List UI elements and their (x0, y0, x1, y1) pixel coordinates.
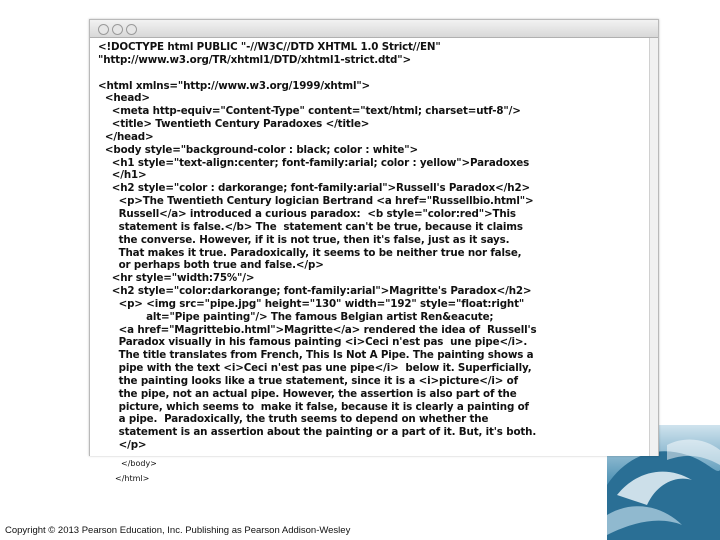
close-window-button[interactable] (98, 24, 109, 35)
body-close-tag: </body> (121, 459, 157, 468)
code-line: <h2 style="color:darkorange; font-family:arial">Magritte's Paradox</h2> (98, 285, 532, 298)
code-line: <meta http-equiv="Content-Type" content="text/html; charset=utf-8"/> (98, 105, 521, 118)
code-line: The title translates from French, This Is Not A Pipe. The painting shows a (98, 349, 534, 362)
code-listing (98, 41, 643, 452)
minimize-window-button[interactable] (112, 24, 123, 35)
code-line: alt="Pipe painting"/> The famous Belgian artist Ren&eacute; (98, 310, 494, 323)
window-titlebar (90, 20, 658, 38)
code-line: <a href="Magrittebio.html">Magritte</a> rendered the idea of Russell's (98, 323, 537, 336)
code-line: picture, which seems to make it false, because it is clearly a painting of (98, 400, 529, 413)
code-line: pipe with the text <i>Ceci n'est pas une pipe</i> below it. Superficially, (98, 362, 532, 375)
code-line: statement is an assertion about the painting or a part of it. But, it's both. (98, 426, 537, 439)
code-line: <h2 style="color : darkorange; font-family:arial">Russell's Paradox</h2> (98, 182, 530, 195)
code-line: That makes it true. Paradoxically, it seems to be neither true nor false, (98, 246, 522, 259)
code-line: <title> Twentieth Century Paradoxes </title> (98, 118, 370, 131)
code-line: the pipe, not an actual pipe. However, the assertion is also part of the (98, 387, 517, 400)
code-line: </p> (98, 439, 147, 452)
code-line: "http://www.w3.org/TR/xhtml1/DTD/xhtml1-strict.dtd"> (98, 53, 411, 66)
code-line: or perhaps both true and false.</p> (98, 259, 324, 272)
code-editor-window (89, 19, 659, 456)
code-line: </h1> (98, 169, 147, 182)
code-line: <html xmlns="http://www.w3.org/1999/xhtml"> (98, 79, 371, 92)
code-line: <!DOCTYPE html PUBLIC "-//W3C//DTD XHTML 1.0 Strict//EN" (98, 41, 441, 53)
code-line: the converse. However, if it is not true, then it's false, just as it says. (98, 233, 510, 246)
code-line: <body style="background-color : black; color : white"> (98, 143, 418, 156)
code-line: <p> <img src="pipe.jpg" height="130" width="192" style="float:right" (98, 297, 525, 310)
code-line: <h1 style="text-align:center; font-family:arial; color : yellow">Paradoxes (98, 156, 530, 169)
code-line: </head> (98, 130, 154, 143)
zoom-window-button[interactable] (126, 24, 137, 35)
code-line: Russell</a> introduced a curious paradox: <b style="color:red">This (98, 207, 516, 220)
code-line: <head> (98, 92, 150, 105)
code-line: statement is false.</b> The statement can't be true, because it claims (98, 220, 523, 233)
code-line (98, 67, 643, 80)
copyright-notice: Copyright © 2013 Pearson Education, Inc. Publishing as Pearson Addison-Wesley (5, 525, 351, 536)
code-line: a pipe. Paradoxically, the truth seems to depend on whether the (98, 413, 489, 426)
code-line: <p>The Twentieth Century logician Bertrand <a href="Russellbio.html"> (98, 195, 534, 208)
code-line: Paradox visually in his famous painting <i>Ceci n'est pas une pipe</i>. (98, 336, 528, 349)
vertical-scrollbar[interactable] (649, 38, 658, 456)
html-close-tag: </html> (115, 474, 150, 483)
code-line: <hr style="width:75%"/> (98, 272, 255, 285)
code-line: the painting looks like a true statement, since it is a <i>picture</i> of (98, 374, 518, 387)
